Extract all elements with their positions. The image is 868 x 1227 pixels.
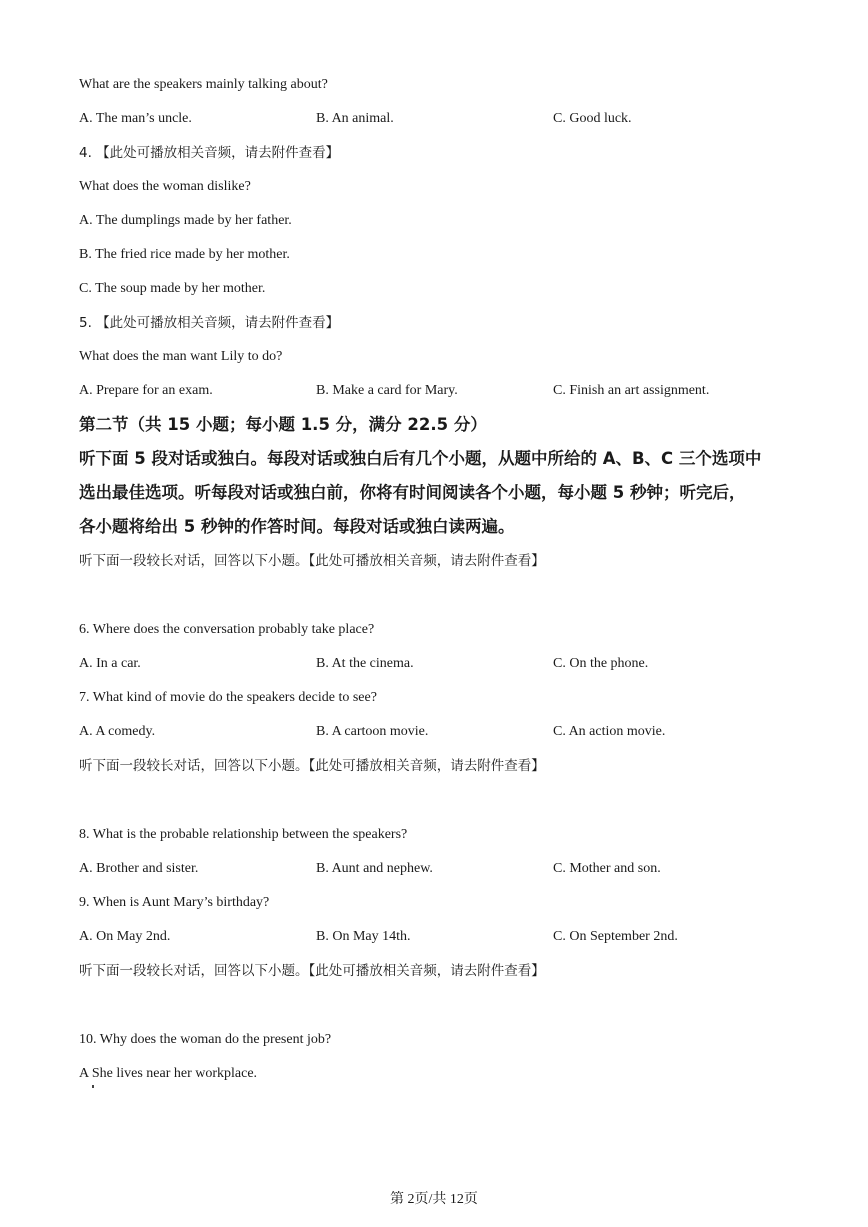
q4-option-c: C. The soup made by her mother. [79, 281, 266, 296]
page-footer: 第 2页/共 12页 [390, 1192, 478, 1207]
q9-option-b: B. On May 14th. [316, 929, 411, 944]
q4-question: What does the woman dislike? [79, 179, 251, 194]
q3-question: What are the speakers mainly talking about? [79, 77, 328, 92]
q5-option-b: B. Make a card for Mary. [316, 383, 458, 398]
q8-option-c: C. Mother and son. [553, 861, 661, 876]
q4-option-a: A. The dumplings made by her father. [79, 213, 292, 228]
q3-option-b: B. An animal. [316, 111, 394, 126]
q4-option-b: B. The fried rice made by her mother. [79, 247, 290, 262]
q7-option-c: C. An action movie. [553, 724, 666, 739]
q9-question: 9. When is Aunt Mary’s birthday? [79, 895, 270, 910]
q5-option-c: C. Finish an art assignment. [553, 383, 710, 398]
q8-question: 8. What is the probable relationship between the speakers? [79, 827, 408, 842]
q7-option-b: B. A cartoon movie. [316, 724, 429, 739]
q5-question: What does the man want Lily to do? [79, 349, 283, 364]
q3-option-a: A. The man’s uncle. [79, 111, 192, 126]
section2-instruction-line3: 各小题将给出 5 秒钟的作答时间。每段对话或独白读两遍。 [79, 517, 515, 536]
q6-option-c: C. On the phone. [553, 656, 649, 671]
q3-option-c: C. Good luck. [553, 111, 632, 126]
q8-option-a: A. Brother and sister. [79, 861, 199, 876]
dialog3-intro: 听下面一段较长对话，回答以下小题。【此处可播放相关音频，请去附件查看】 [79, 963, 545, 979]
q9-option-a: A. On May 2nd. [79, 929, 171, 944]
q6-question: 6. Where does the conversation probably take place? [79, 622, 375, 637]
q5-option-a: A. Prepare for an exam. [79, 383, 213, 398]
section2-title: 第二节（共 15 小题；每小题 1.5 分，满分 22.5 分） [79, 415, 487, 434]
section2-instruction-line1: 听下面 5 段对话或独白。每段对话或独白后有几个小题，从题中所给的 A、B、C 三个选项中 [79, 449, 762, 468]
dialog2-intro: 听下面一段较长对话，回答以下小题。【此处可播放相关音频，请去附件查看】 [79, 758, 545, 774]
section2-instruction-line2: 选出最佳选项。听每段对话或独白前，你将有时间阅读各个小题，每小题 5 秒钟；听完后， [79, 483, 746, 502]
stray-mark [92, 1085, 94, 1088]
q10-option-a: A She lives near her workplace. [79, 1066, 258, 1081]
q10-question: 10. Why does the woman do the present job? [79, 1032, 332, 1047]
q6-option-a: A. In a car. [79, 656, 141, 671]
q6-option-b: B. At the cinema. [316, 656, 414, 671]
q8-option-b: B. Aunt and nephew. [316, 861, 433, 876]
dialog1-intro: 听下面一段较长对话，回答以下小题。【此处可播放相关音频，请去附件查看】 [79, 553, 545, 569]
q4-audio-header: 4. 【此处可播放相关音频，请去附件查看】 [79, 145, 340, 161]
q7-question: 7. What kind of movie do the speakers decide to see? [79, 690, 377, 705]
q5-audio-header: 5. 【此处可播放相关音频，请去附件查看】 [79, 315, 340, 331]
q7-option-a: A. A comedy. [79, 724, 156, 739]
q9-option-c: C. On September 2nd. [553, 929, 678, 944]
